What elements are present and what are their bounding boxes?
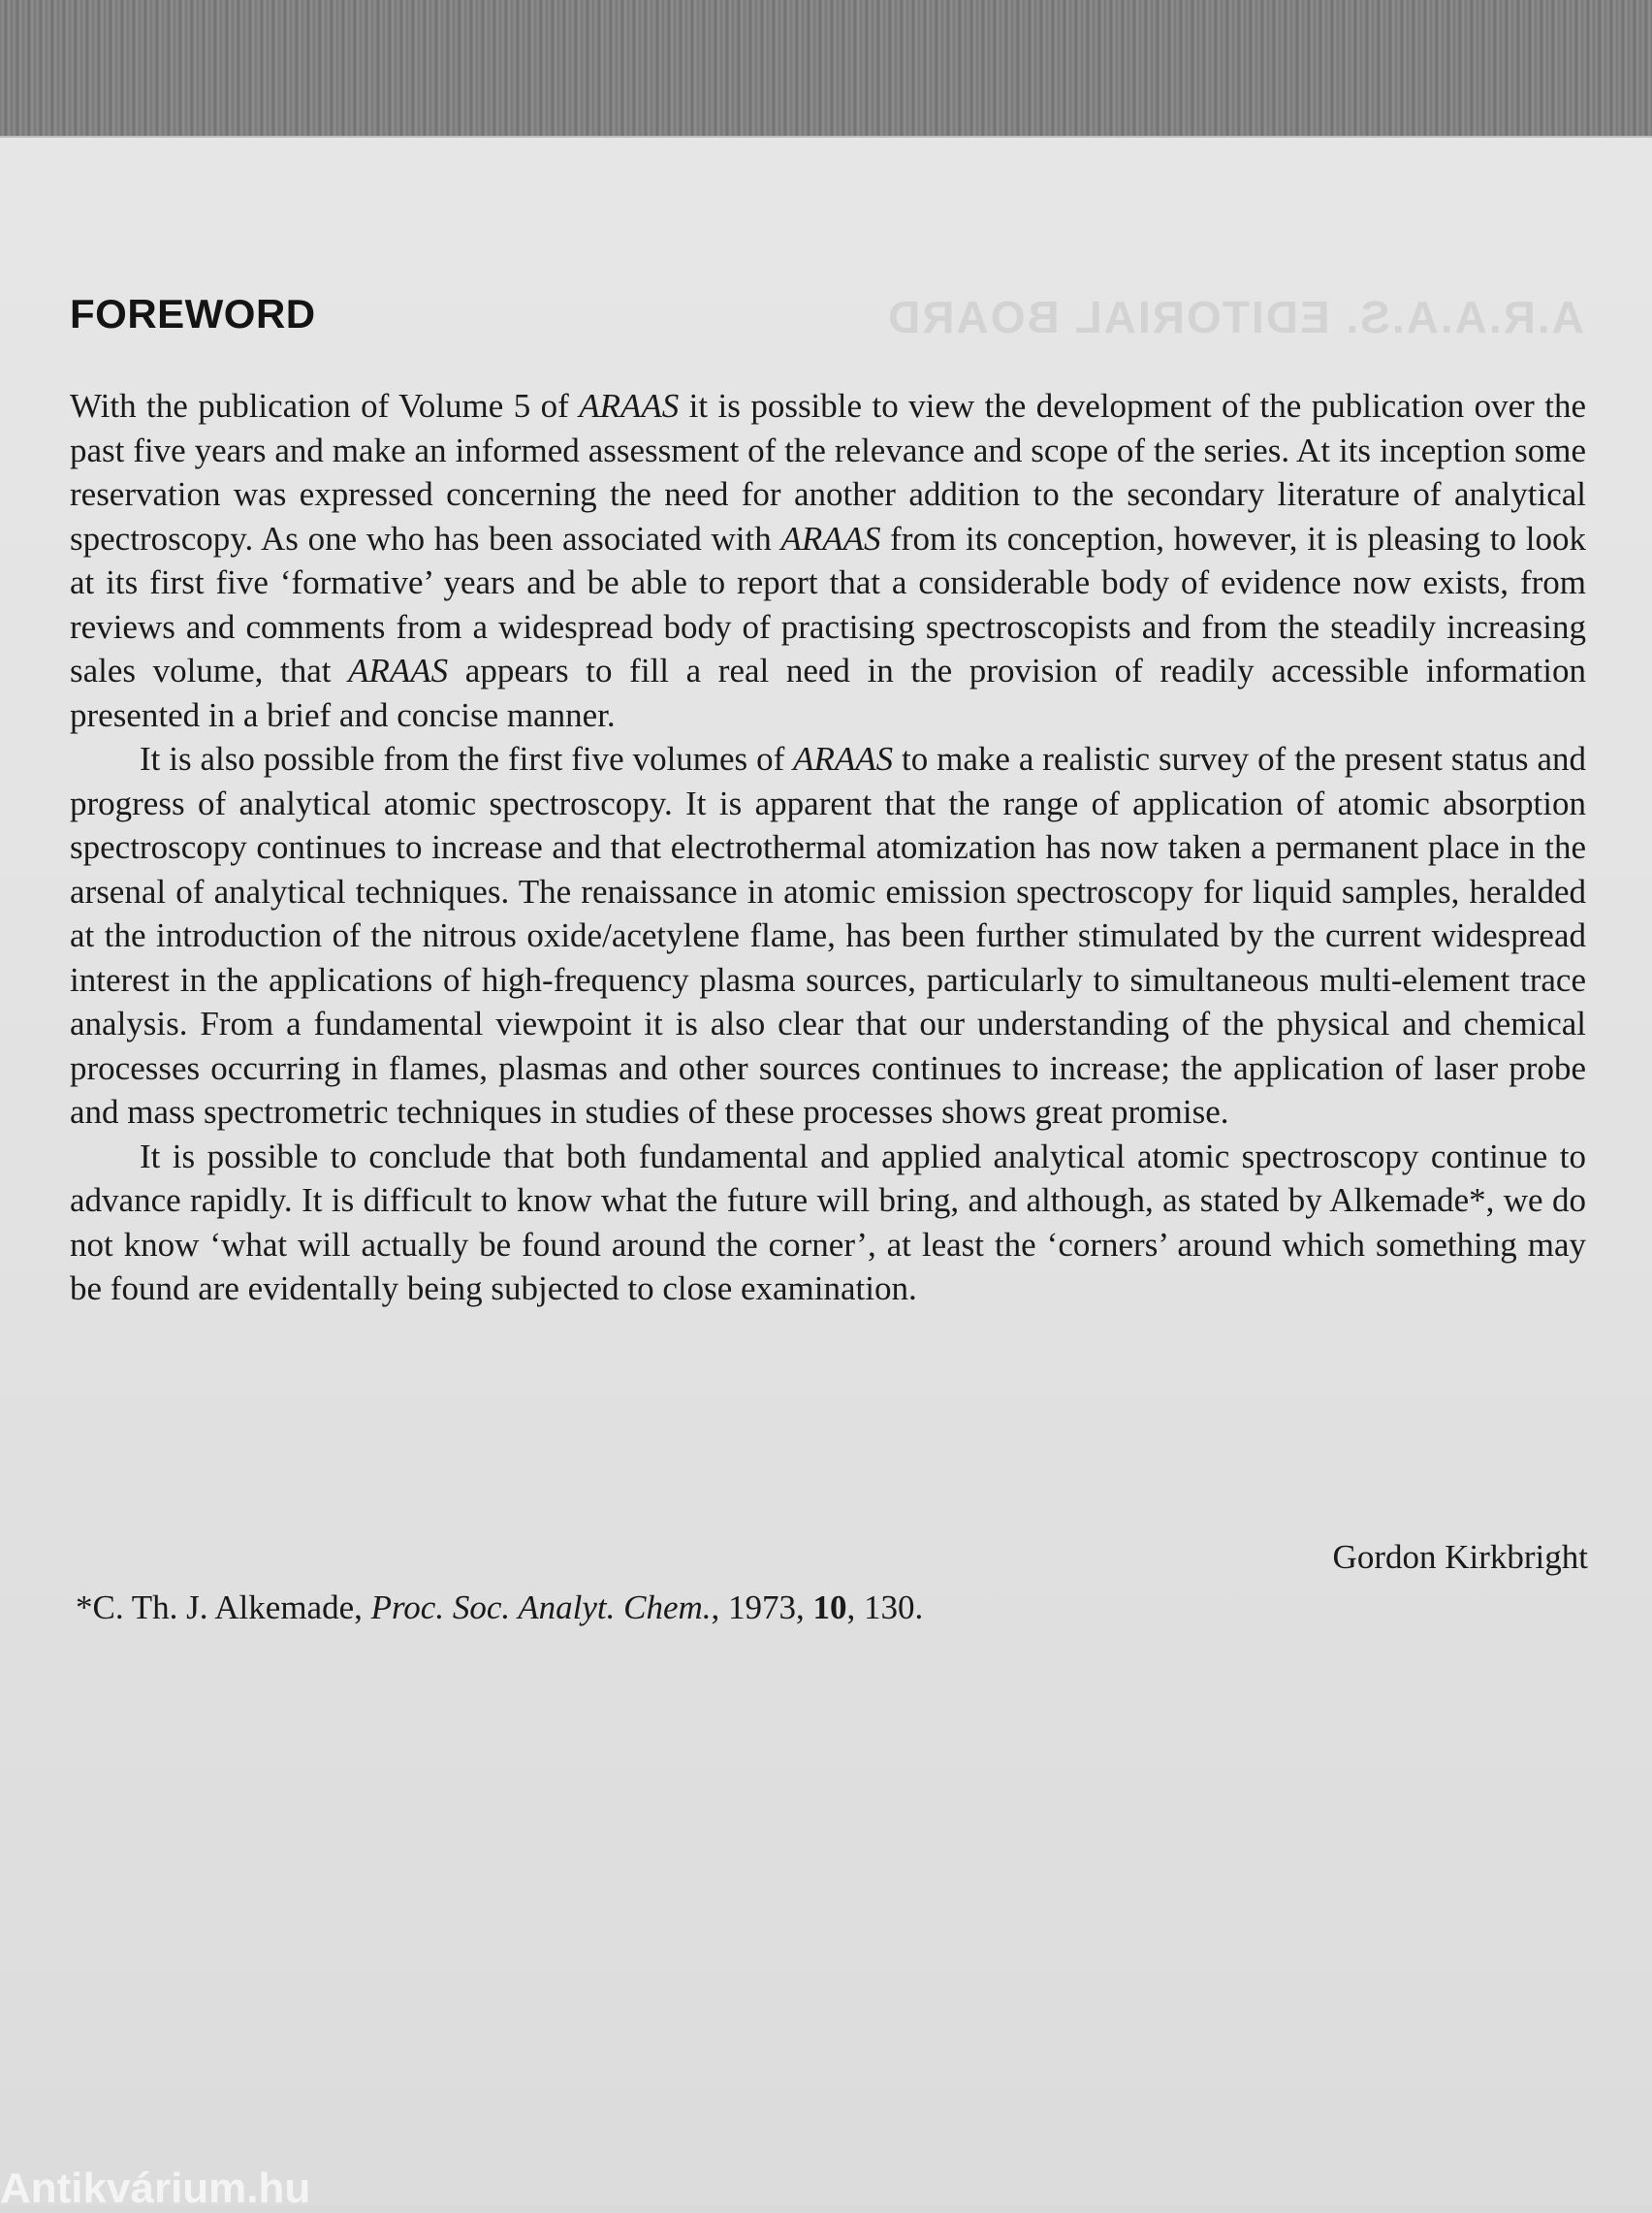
- paragraph-1: [70, 384, 1586, 737]
- text-run: It is also possible from the first five volumes of: [140, 740, 794, 778]
- text-run: With the publication of Volume 5 of: [70, 387, 580, 425]
- footnote-prefix: *C. Th. J. Alkemade,: [76, 1588, 371, 1626]
- series-title: ARAAS: [579, 387, 680, 425]
- paragraph-3: [70, 1135, 1586, 1311]
- text-run: to make a realistic survey of the present status and progress of analytical atomic spectroscopy. It is apparent that the range of application of atomic absorption spectroscopy continues to increase and that electrothermal atomization has now taken a permanent place in the arsenal of analytical techniques. The renaissance in atomic emission spectroscopy for liquid samples, heralded at the introduction of the nitrous oxide/acetylene flame, has been further stimulated by the current widespread interest in the applications of high-frequency plasma sources, particularly to simultaneous multi-element trace analysis. From a fundamental viewpoint it is also clear that our understanding of the physical and chemical processes occurring in flames, plasmas and other sources continues to increase; the application of laser probe and mass spectrometric techniques in studies of these processes shows great promise.: [70, 740, 1586, 1131]
- text-run: appears to fill a real need in the provision of readily accessible information presented in a brief and concise manner.: [70, 652, 1586, 734]
- page-title: FOREWORD: [70, 291, 316, 337]
- background-surface: [0, 0, 1652, 147]
- footnote: [76, 1588, 923, 1627]
- footnote-pages: , 130.: [846, 1588, 924, 1626]
- series-title: ARAAS: [793, 740, 894, 778]
- footnote-year: , 1973,: [711, 1588, 813, 1626]
- series-title: ARAAS: [348, 652, 449, 690]
- bleed-through-title: A.R.A.A.S. EDITORIAL BOARD: [886, 292, 1584, 342]
- text-run: it is possible to view the development of the publication over the past five years and make an informed assessment of the relevance and scope of the series. At its inception some reservation was expressed concerning the need for another addition to the secondary literature of analytical spectroscopy. As one who has been associated with: [70, 387, 1587, 558]
- footnote-volume: 10: [812, 1588, 847, 1626]
- text-run: from its conception, however, it is pleasing to look at its first five ‘formative’ years and be able to report that a considerable body of evidence now exists, from reviews and comments from a widespread body of practising spectroscopists and from the steadily increasing sales volume, that: [70, 519, 1586, 690]
- series-title: ARAAS: [780, 519, 881, 558]
- author-signature: Gordon Kirkbright: [1332, 1538, 1588, 1576]
- watermark: Antikvárium.hu: [0, 2165, 311, 2212]
- paragraph-2: [70, 737, 1586, 1135]
- text-run: It is possible to conclude that both fundamental and applied analytical atomic spectroscopy continue to advance rapidly. It is difficult to know what the future will bring, and although, as stated by Alkemade*, we do not know ‘what will actually be found around the corner’, at least the ‘corners’ around which something may be found are evidentally being subjected to close examination.: [70, 1137, 1586, 1307]
- foreword-body: [70, 384, 1586, 1311]
- footnote-journal: Proc. Soc. Analyt. Chem.: [370, 1588, 712, 1626]
